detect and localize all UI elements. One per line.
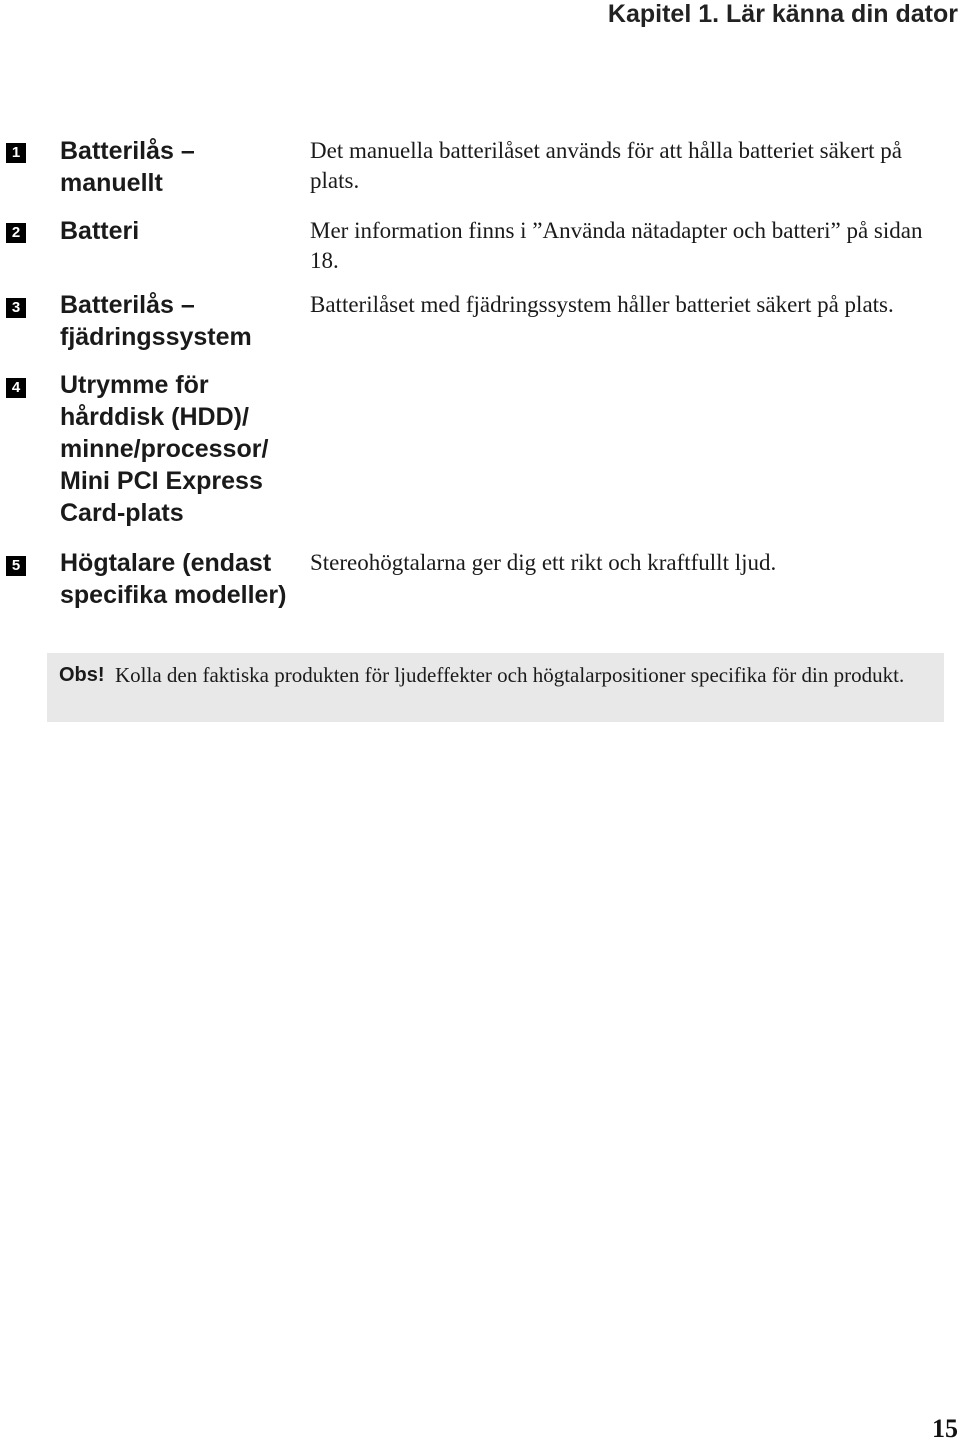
item-label: Batterilås – fjädringssystem bbox=[60, 291, 252, 351]
item-label: Batterilås – manuellt bbox=[60, 137, 195, 197]
item-number-badge: 3 bbox=[6, 298, 26, 318]
item-number-badge: 2 bbox=[6, 223, 26, 243]
item-label: Högtalare (endast specifika modeller) bbox=[60, 549, 287, 609]
item-label: Utrymme för hårddisk (HDD)/ minne/processor/ Mini PCI Express Card-plats bbox=[60, 371, 269, 527]
note-text: Kolla den faktiska produkten för ljudeffekter och högtalarpositioner specifika för din produkt. bbox=[115, 663, 905, 687]
item-description: Det manuella batterilåset används för att hålla batteriet säkert på plats. bbox=[310, 138, 902, 193]
note-label: Obs! bbox=[59, 664, 105, 686]
chapter-header: Kapitel 1. Lär känna din dator bbox=[607, 0, 958, 28]
page-number: 15 bbox=[932, 1414, 958, 1443]
note-box bbox=[47, 653, 944, 722]
item-number-badge: 1 bbox=[6, 143, 26, 163]
item-number-badge: 4 bbox=[6, 378, 26, 398]
item-number-badge: 5 bbox=[6, 556, 26, 576]
item-label: Batteri bbox=[60, 217, 140, 245]
item-description: Mer information finns i ”Använda nätadapter och batteri” på sidan 18. bbox=[310, 218, 923, 273]
item-description: Stereohögtalarna ger dig ett rikt och kraftfullt ljud. bbox=[310, 550, 777, 575]
item-description: Batterilåset med fjädringssystem håller batteriet säkert på plats. bbox=[310, 292, 894, 317]
